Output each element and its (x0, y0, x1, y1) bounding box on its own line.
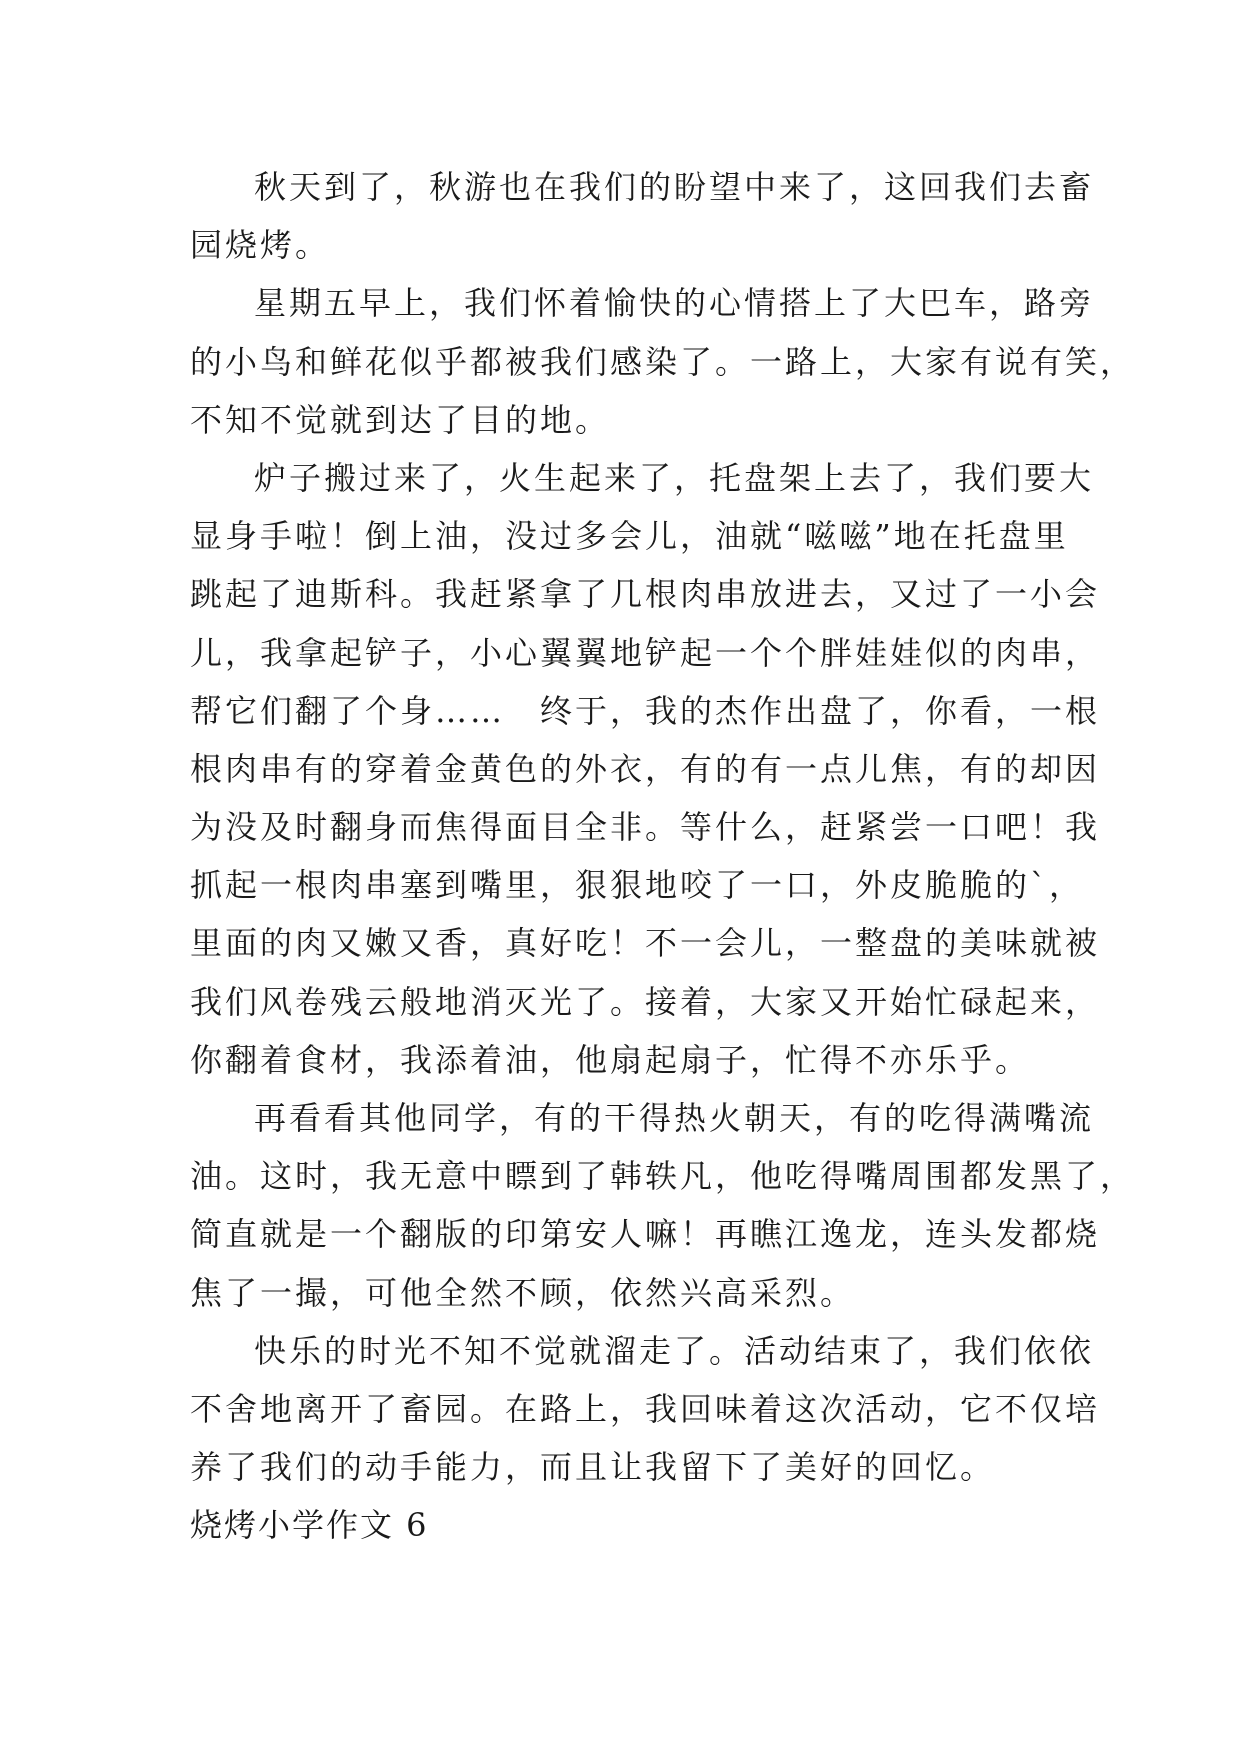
paragraph-3-line-6: 根肉串有的穿着金黄色的外衣，有的有一点儿焦，有的却因 (190, 749, 1101, 788)
paragraph-1-line-2: 园烧烤。 (190, 226, 331, 265)
paragraph-3-line-11: 你翻着食材，我添着油，他扇起扇子，忙得不亦乐乎。 (190, 1040, 1031, 1079)
next-essay-heading: 烧烤小学作文 6 (190, 1506, 429, 1545)
paragraph-3-line-5: 帮它们翻了个身…… 终于，我的杰作出盘了，你看，一根 (190, 691, 1101, 730)
paragraph-5-line-1: 快乐的时光不知不觉就溜走了。活动结束了，我们依依 (254, 1331, 1095, 1370)
paragraph-1-line-1: 秋天到了，秋游也在我们的盼望中来了，这回我们去畜 (254, 168, 1095, 206)
paragraph-3-line-4: 儿，我拿起铲子，小心翼翼地铲起一个个胖娃娃似的肉串， (190, 633, 1101, 672)
paragraph-3-line-8: 抓起一根肉串塞到嘴里，狠狠地咬了一口，外皮脆脆的`， (190, 866, 1085, 905)
paragraph-4-line-2: 油。这时，我无意中瞟到了韩轶凡，他吃得嘴周围都发黑了， (190, 1157, 1136, 1196)
paragraph-3-line-3: 跳起了迪斯科。我赶紧拿了几根肉串放进去，又过了一小会 (190, 575, 1101, 614)
paragraph-3-line-1: 炉子搬过来了，火生起来了，托盘架上去了，我们要大 (254, 458, 1095, 497)
paragraph-5-line-2: 不舍地离开了畜园。在路上，我回味着这次活动，它不仅培 (190, 1389, 1101, 1428)
paragraph-2-line-2: 的小鸟和鲜花似乎都被我们感染了。一路上，大家有说有笑， (190, 342, 1136, 381)
paragraph-2-line-3: 不知不觉就到达了目的地。 (190, 400, 611, 439)
paragraph-5-line-3: 养了我们的动手能力，而且让我留下了美好的回忆。 (190, 1448, 996, 1487)
essay-body (190, 158, 1136, 1555)
paragraph-3-line-9: 里面的肉又嫩又香，真好吃！不一会儿，一整盘的美味就被 (190, 924, 1101, 963)
paragraph-2-line-1: 星期五早上，我们怀着愉快的心情搭上了大巴车，路旁 (254, 284, 1095, 323)
paragraph-3-line-2: 显身手啦！倒上油，没过多会儿，油就“嗞嗞”地在托盘里 (190, 517, 1069, 556)
paragraph-3-line-10: 我们风卷残云般地消灭光了。接着，大家又开始忙碌起来， (190, 982, 1101, 1021)
paragraph-3-line-7: 为没及时翻身而焦得面目全非。等什么，赶紧尝一口吧！我 (190, 808, 1101, 847)
paragraph-4-line-4: 焦了一撮，可他全然不顾，依然兴高采烈。 (190, 1273, 856, 1312)
paragraph-4-line-3: 简直就是一个翻版的印第安人嘛！再瞧江逸龙，连头发都烧 (190, 1215, 1101, 1254)
paragraph-4-line-1: 再看看其他同学，有的干得热火朝天，有的吃得满嘴流 (254, 1099, 1095, 1137)
